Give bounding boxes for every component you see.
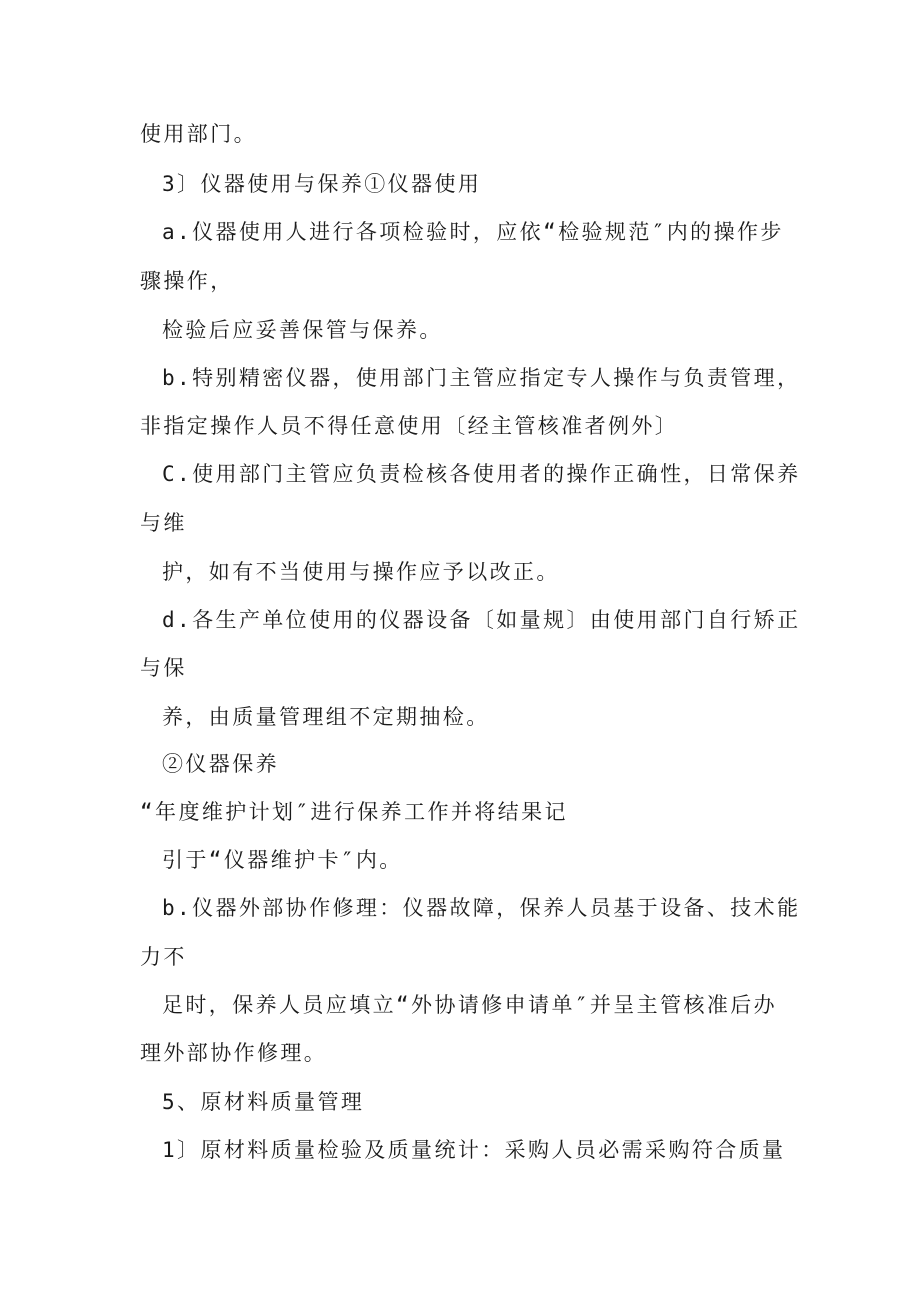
- text-line: “年度维护计划″进行保养工作并将结果记: [140, 800, 568, 824]
- text-line: 非指定操作人员不得任意使用〔经主管核准者例外〕: [140, 414, 679, 438]
- text-line: 检验后应妥善保管与保养。: [162, 318, 443, 342]
- text-line: 力不: [140, 945, 187, 969]
- text-line: C.使用部门主管应负责检核各使用者的操作正确性，日常保养: [162, 462, 801, 486]
- text-line: 护，如有不当使用与操作应予以改正。: [162, 560, 560, 584]
- text-line: 与维: [140, 511, 187, 535]
- text-line: d.各生产单位使用的仪器设备〔如量规〕由使用部门自行矫正: [162, 608, 801, 632]
- text-line: b.特别精密仪器，使用部门主管应指定专人操作与负责管理，: [162, 366, 801, 390]
- text-line: 与保: [140, 656, 187, 680]
- text-line: 使用部门。: [140, 122, 257, 146]
- text-line: a.仪器使用人进行各项检验时，应依“检验规范″内的操作步: [162, 220, 784, 244]
- text-line: 养，由质量管理组不定期抽检。: [162, 705, 490, 729]
- text-line: ②仪器保养: [162, 752, 279, 776]
- text-line: 5、原材料质量管理: [162, 1090, 365, 1114]
- text-line: 足时，保养人员应填立“外协请修申请单″并呈主管核准后办: [162, 993, 778, 1017]
- text-line: b.仪器外部协作修理：仪器故障，保养人员基于设备、技术能: [162, 896, 801, 920]
- text-line: 1〕原材料质量检验及质量统计：采购人员必需采购符合质量: [162, 1138, 786, 1162]
- text-line: 引于“仪器维护卡″内。: [162, 848, 403, 872]
- text-line: 骤操作，: [140, 269, 234, 293]
- text-line: 理外部协作修理。: [140, 1041, 328, 1065]
- text-line: 3〕仪器使用与保养①仪器使用: [162, 172, 482, 196]
